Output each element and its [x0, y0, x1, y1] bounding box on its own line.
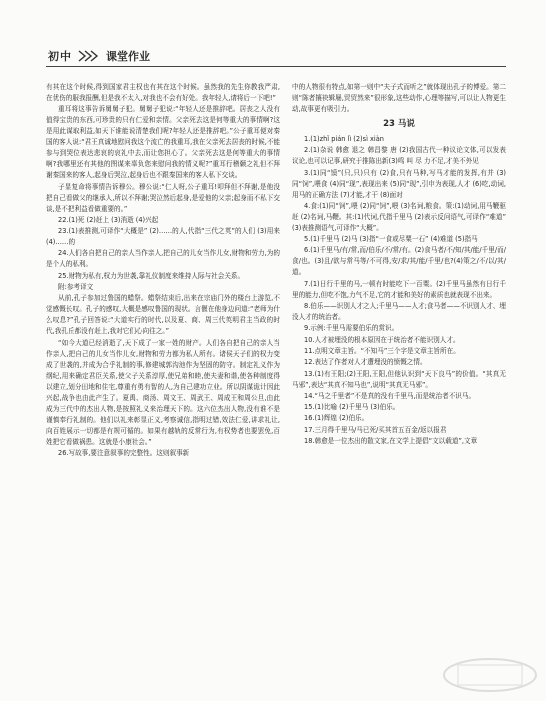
paragraph: 从前,孔子参加过鲁国的蜡祭。蜡祭结束后,出来在宗庙门外的楼台上游览,不觉感慨长叹。孔子的感叹,大概是感叹鲁国的现状。言偃在他身边问道:“老师为什么叹息?”孔子回答说:“大道实行的时代,以及夏、商、周三代英明君主当政的时代,我孔丘都没有赶上,我对它们心向往之。”: [46, 294, 280, 336]
answer-item: 24.人们各自把自己的亲人当作亲人,把自己的儿女当作儿女,财物和劳力,为的是个人的私利。: [46, 249, 280, 269]
stamp-watermark-icon: [440, 655, 540, 695]
answer-item: 14.“马之千里者”不是真的没有千里马,而是统治者不识马。: [304, 391, 476, 400]
header-level: 初中: [48, 50, 72, 63]
answer-item: 7.(1)日行千里的马,一顿有时能吃下一百粟。(2)千里马虽然有日行千里的能力,但吃不饱,力气不足,它的才能和美好的素质也就表现不出来。: [292, 279, 506, 299]
paragraph: 子显复命将事情告诉穆公。穆公说:“仁人呀,公子重耳!叩拜但不拜谢,是他没把自己看做父的继承人,所以不拜谢;哭泣然后起身,是爱他的父亲;起身而不私下交谈,是不把利益看做重要的。”: [46, 182, 280, 213]
answer-item: 2.(1)杂说 韩愈 退之 韩昌黎 唐 (2)我国古代一种议论文体,可以发表议论,也可以记事,研究于推陈出新(3)鸣 叫 尽 力不足,才美不外见: [292, 146, 506, 166]
answer-item: 15.(1)比喻 (2)千里马 (3)伯乐。: [304, 403, 400, 412]
answer-item: 3.(1)同“馍”(只,只)只有 (2)食,只有马种,写马才能的发挥,有并 (3)同“饲”,喂食 (4)同“现”,表现出来 (5)同“现”,引申为表现,人才 (6)吃,动词,用马的正确方法 (7)才能,才干 (8)面对: [292, 168, 506, 199]
answer-item: 11.点明文章主旨。“不知马”三个字是文章主旨所在。: [304, 346, 460, 355]
paragraph: 有其在这个时候,得到国家君主权也有其在这个时候。虽然我的先生你教我严肃,在优伤的服我报酬,但是我不太入,对我也不会有好处。我年轻人,请将后一下吧!”: [46, 83, 280, 102]
answer-item: 16.(1)辉煌 (2)伯乐。: [304, 414, 369, 423]
answer-item: 22.(1)死 (2)赶上 (3)消逝 (4)兴起: [58, 215, 159, 224]
answer-item: 4.食:(1)同“饲”,喂 (2)同“饲”,喂 (3)名词,粮食。策:(1)动词,用马鞭驱赶 (2)名词,马鞭。其:(1)代词,代指千里马 (2)表示反问语气,可译作“难道” (3)表推测语气,可译作“大概”。: [292, 201, 506, 232]
header-title: 课堂作业: [106, 50, 150, 63]
paragraph: 中的人物很有特点,如第一则中“夫子式而听之”就体现出孔子的博爱。第二则“陈者攘袂辑屦,贸贸然来”很形象,这些动作,心理等描写,可以让人物更生动,故事更有吸引力。: [292, 83, 506, 113]
header-bar: [48, 48, 208, 64]
header-rule: [46, 66, 506, 67]
answer-item: 17.三月得千里马/马已死/买其首五百金/返以报君: [304, 425, 447, 434]
answer-item: 9.示例:千里马需要伯乐的赏识。: [304, 324, 399, 333]
answer-item: 25.财物为私有,权力为世袭,靠礼仪制度来维持人际与社会关系。: [58, 271, 245, 280]
answer-item: 6.(1)千里马/有/常,而/伯乐/不/常/有。(2)食马者/不/知/其/能/千里/而/食/也。(3)且/欲与常马等/不可得,安/求/其/能/千里/也?(4)策之/不/以/其/道。: [292, 246, 506, 277]
paragraph: 重耳将这事告诉舅舅子犯。舅舅子犯说:“年轻人还是推辞吧。居丧之人没有值得宝贵的东西,可珍贵的只有仁爱和亲情。父亲死去这是何等重大的事情啊?这是用此谋取利益,如天下谁能说清楚我们呢?年轻人还是推辞吧。”公子重耳便对秦国的客人说:“君王真诚地慰问我这个流亡的我重耳,我在父亲死去居丧的时候,不能参与到哭位表达悲哀的哀礼中去,而让您担心了。父亲死去这是何等重大的事情啊?我哪里还有其他的图谋来辜负您来慰问我的情义呢?”重耳行稽颡之礼但不拜谢秦国来的客人,起身后哭泣,起身后也不跟秦国来的客人私下交谈。: [46, 105, 281, 180]
chevron-arrows-icon: [78, 49, 100, 63]
paragraph: “如今大道已经消逝了,天下成了一家一姓的财产。人们各自把自己的亲人当作亲人,把自己的儿女当作儿女,财物和劳力都为私人所有。诸侯天子们的权力变成了世袭的,并成为合乎礼制的事,修建城郭沟池作为坚固的防守。制定礼义作为纲纪,用来确定君臣关系,使父子关系淳厚,使兄弟和睦,使夫妻和谐,使各种制度得以建立,划分田地和住宅,尊重有勇有智的人,为自己建功立业。所以阴谋诡计因此兴起,战争也由此产生了。夏禹、商汤、周文王、周武王、周成王和周公旦,由此成为三代中的杰出人物,是按照礼义来治理天下的。这六位杰出人物,没有谁不是谨慎奉行礼制的。他们以礼来彰显正义,考察诚信,指明过错,效法仁爱,讲求礼让,向百姓展示一切都是有规可循的。如果有越轨的反常行为,有权势者也要罢免,百姓把它看做祸患。这就是小康社会。”: [46, 338, 280, 446]
page-header: [0, 0, 546, 72]
left-column: [46, 82, 280, 459]
answer-item: 5.(1)千里马 (2)马 (3)指“一食或尽粟一石” (4)难道 (5)指马: [304, 235, 478, 244]
answer-item: 10.人才被埋没的根本原因在于统治者不能识别人才。: [304, 335, 460, 344]
answer-item: 18.韩愈是一位杰出的散文家,在文学上提倡“文以载道”,文章: [304, 437, 478, 446]
answer-item: 23.(1)表推测,可译作“大概是” (2)……的人,代指“三代之英”的人们 (3)用来 (4)……的: [46, 227, 280, 247]
translation-heading: 附:参考译文: [58, 283, 94, 292]
answer-item: 13.(1)有王阳;(2)王阳,王阳,但他认识到“天下良马”的价值。“其真无马邪”,表达“其真不知马也”,说明“其真无马邪”。: [292, 369, 506, 389]
right-column: [292, 82, 506, 447]
section-title: 23 马说: [383, 119, 415, 129]
answer-item: 8.伯乐——识别人才之人;千里马——人才;食马者——不识别人才、埋没人才的统治者。: [292, 302, 506, 322]
answer-item: 26.写故事,要注意叙事的完整性。这则叙事新: [58, 448, 190, 457]
answer-item: 12.表达了作者对人才遭埋没的愤慨之情。: [304, 358, 427, 367]
answer-item: 1.(1)zhǐ pián lì (2)sì xiàn: [304, 135, 384, 143]
